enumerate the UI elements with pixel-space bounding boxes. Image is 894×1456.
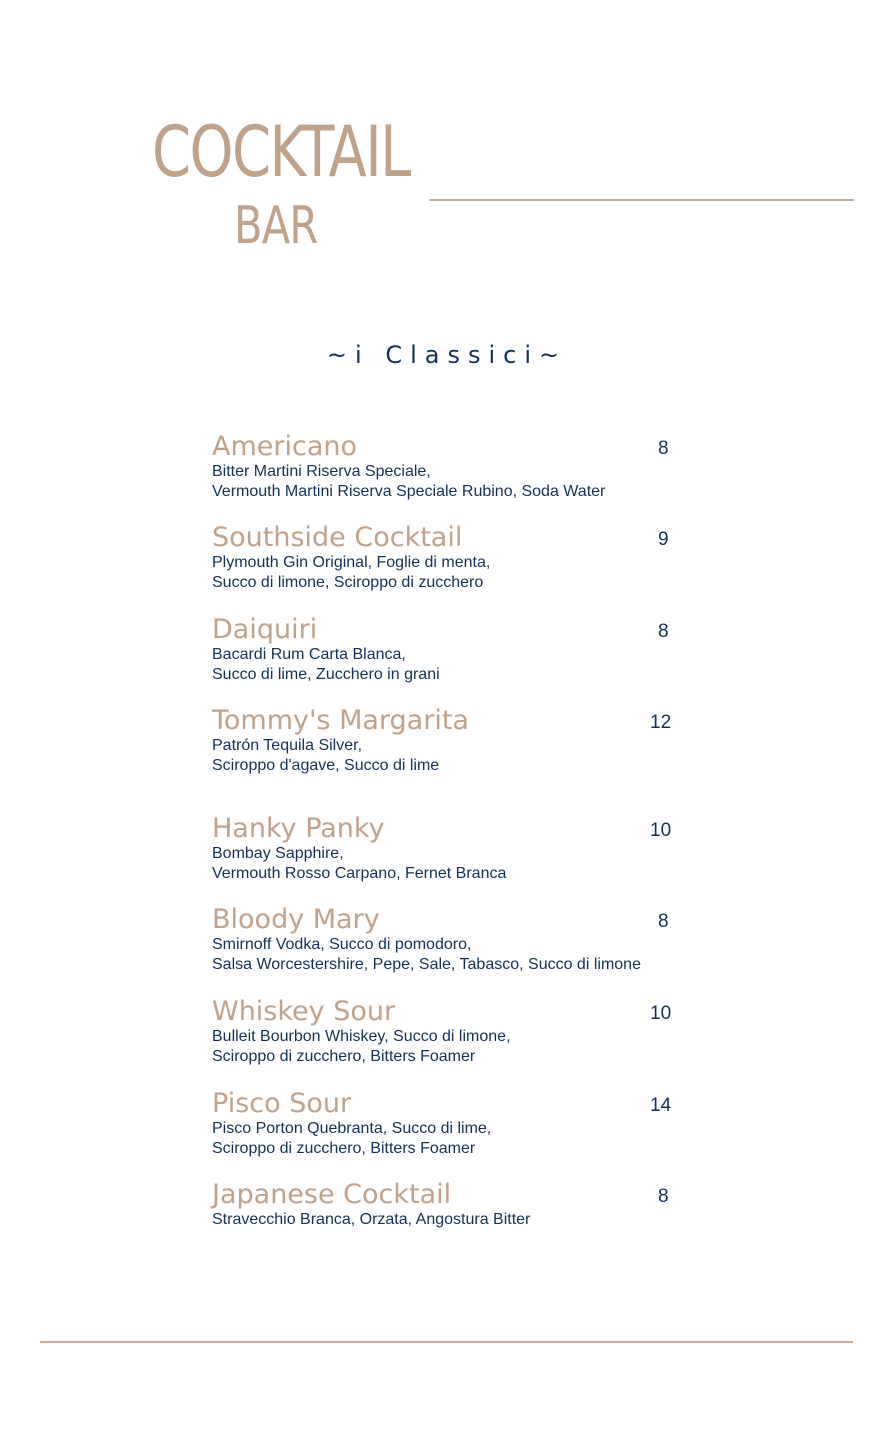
item-name: Pisco Sour xyxy=(212,1088,352,1119)
item-desc-line: Sciroppo d'agave, Succo di lime xyxy=(212,757,440,774)
item-desc-line: Succo di limone, Sciroppo di zucchero xyxy=(212,574,484,591)
item-price: 9 xyxy=(658,529,669,550)
item-name: Bloody Mary xyxy=(212,904,380,935)
item-name: Japanese Cocktail xyxy=(212,1179,452,1210)
logo-bar: BAR xyxy=(234,196,318,256)
menu-item-daiquiri xyxy=(212,615,692,685)
menu-item-hanky-panky xyxy=(212,814,692,884)
item-desc-line: Sciroppo di zucchero, Bitters Foamer xyxy=(212,1048,476,1065)
item-desc-line: Pisco Porton Quebranta, Succo di lime, xyxy=(212,1120,492,1137)
item-name: Americano xyxy=(212,431,358,462)
header-divider xyxy=(429,199,854,201)
menu-item-americano xyxy=(212,432,692,502)
logo-cocktail: COCKTAIL xyxy=(152,111,410,193)
item-desc-line: Bacardi Rum Carta Blanca, xyxy=(212,646,406,663)
item-price: 8 xyxy=(658,911,669,932)
menu-item-southside-cocktail xyxy=(212,523,692,593)
item-desc-line: Vermouth Rosso Carpano, Fernet Branca xyxy=(212,865,507,882)
item-name: Southside Cocktail xyxy=(212,522,463,553)
section-title: ~i Classici~ xyxy=(326,341,568,369)
menu-item-bloody-mary xyxy=(212,905,692,975)
item-name: Hanky Panky xyxy=(212,813,385,844)
item-price: 12 xyxy=(650,712,672,733)
item-name: Daiquiri xyxy=(212,614,318,645)
item-desc-line: Smirnoff Vodka, Succo di pomodoro, xyxy=(212,936,472,953)
item-desc-line: Stravecchio Branca, Orzata, Angostura Bitter xyxy=(212,1211,531,1228)
item-desc-line: Bulleit Bourbon Whiskey, Succo di limone, xyxy=(212,1028,511,1045)
item-price: 8 xyxy=(658,438,669,459)
item-price: 10 xyxy=(650,820,672,841)
item-desc-line: Patrón Tequila Silver, xyxy=(212,737,363,754)
item-desc-line: Vermouth Martini Riserva Speciale Rubino, Soda Water xyxy=(212,483,606,500)
item-desc-line: Bombay Sapphire, xyxy=(212,845,344,862)
item-price: 14 xyxy=(650,1095,672,1116)
item-desc-line: Plymouth Gin Original, Foglie di menta, xyxy=(212,554,491,571)
menu-item-whiskey-sour xyxy=(212,997,692,1067)
item-desc-line: Bitter Martini Riserva Speciale, xyxy=(212,463,431,480)
item-price: 8 xyxy=(658,1186,669,1207)
footer-divider xyxy=(40,1341,853,1343)
menu-item-japanese-cocktail xyxy=(212,1180,692,1230)
item-desc-line: Succo di lime, Zucchero in grani xyxy=(212,666,440,683)
menu-item-pisco-sour xyxy=(212,1089,692,1159)
item-desc-line: Salsa Worcestershire, Pepe, Sale, Tabasco, Succo di limone xyxy=(212,956,641,973)
item-name: Whiskey Sour xyxy=(212,996,396,1027)
menu-item-tommys-margarita xyxy=(212,706,692,776)
item-price: 8 xyxy=(658,621,669,642)
item-name: Tommy's Margarita xyxy=(212,705,469,736)
item-desc-line: Sciroppo di zucchero, Bitters Foamer xyxy=(212,1140,476,1157)
item-price: 10 xyxy=(650,1003,672,1024)
